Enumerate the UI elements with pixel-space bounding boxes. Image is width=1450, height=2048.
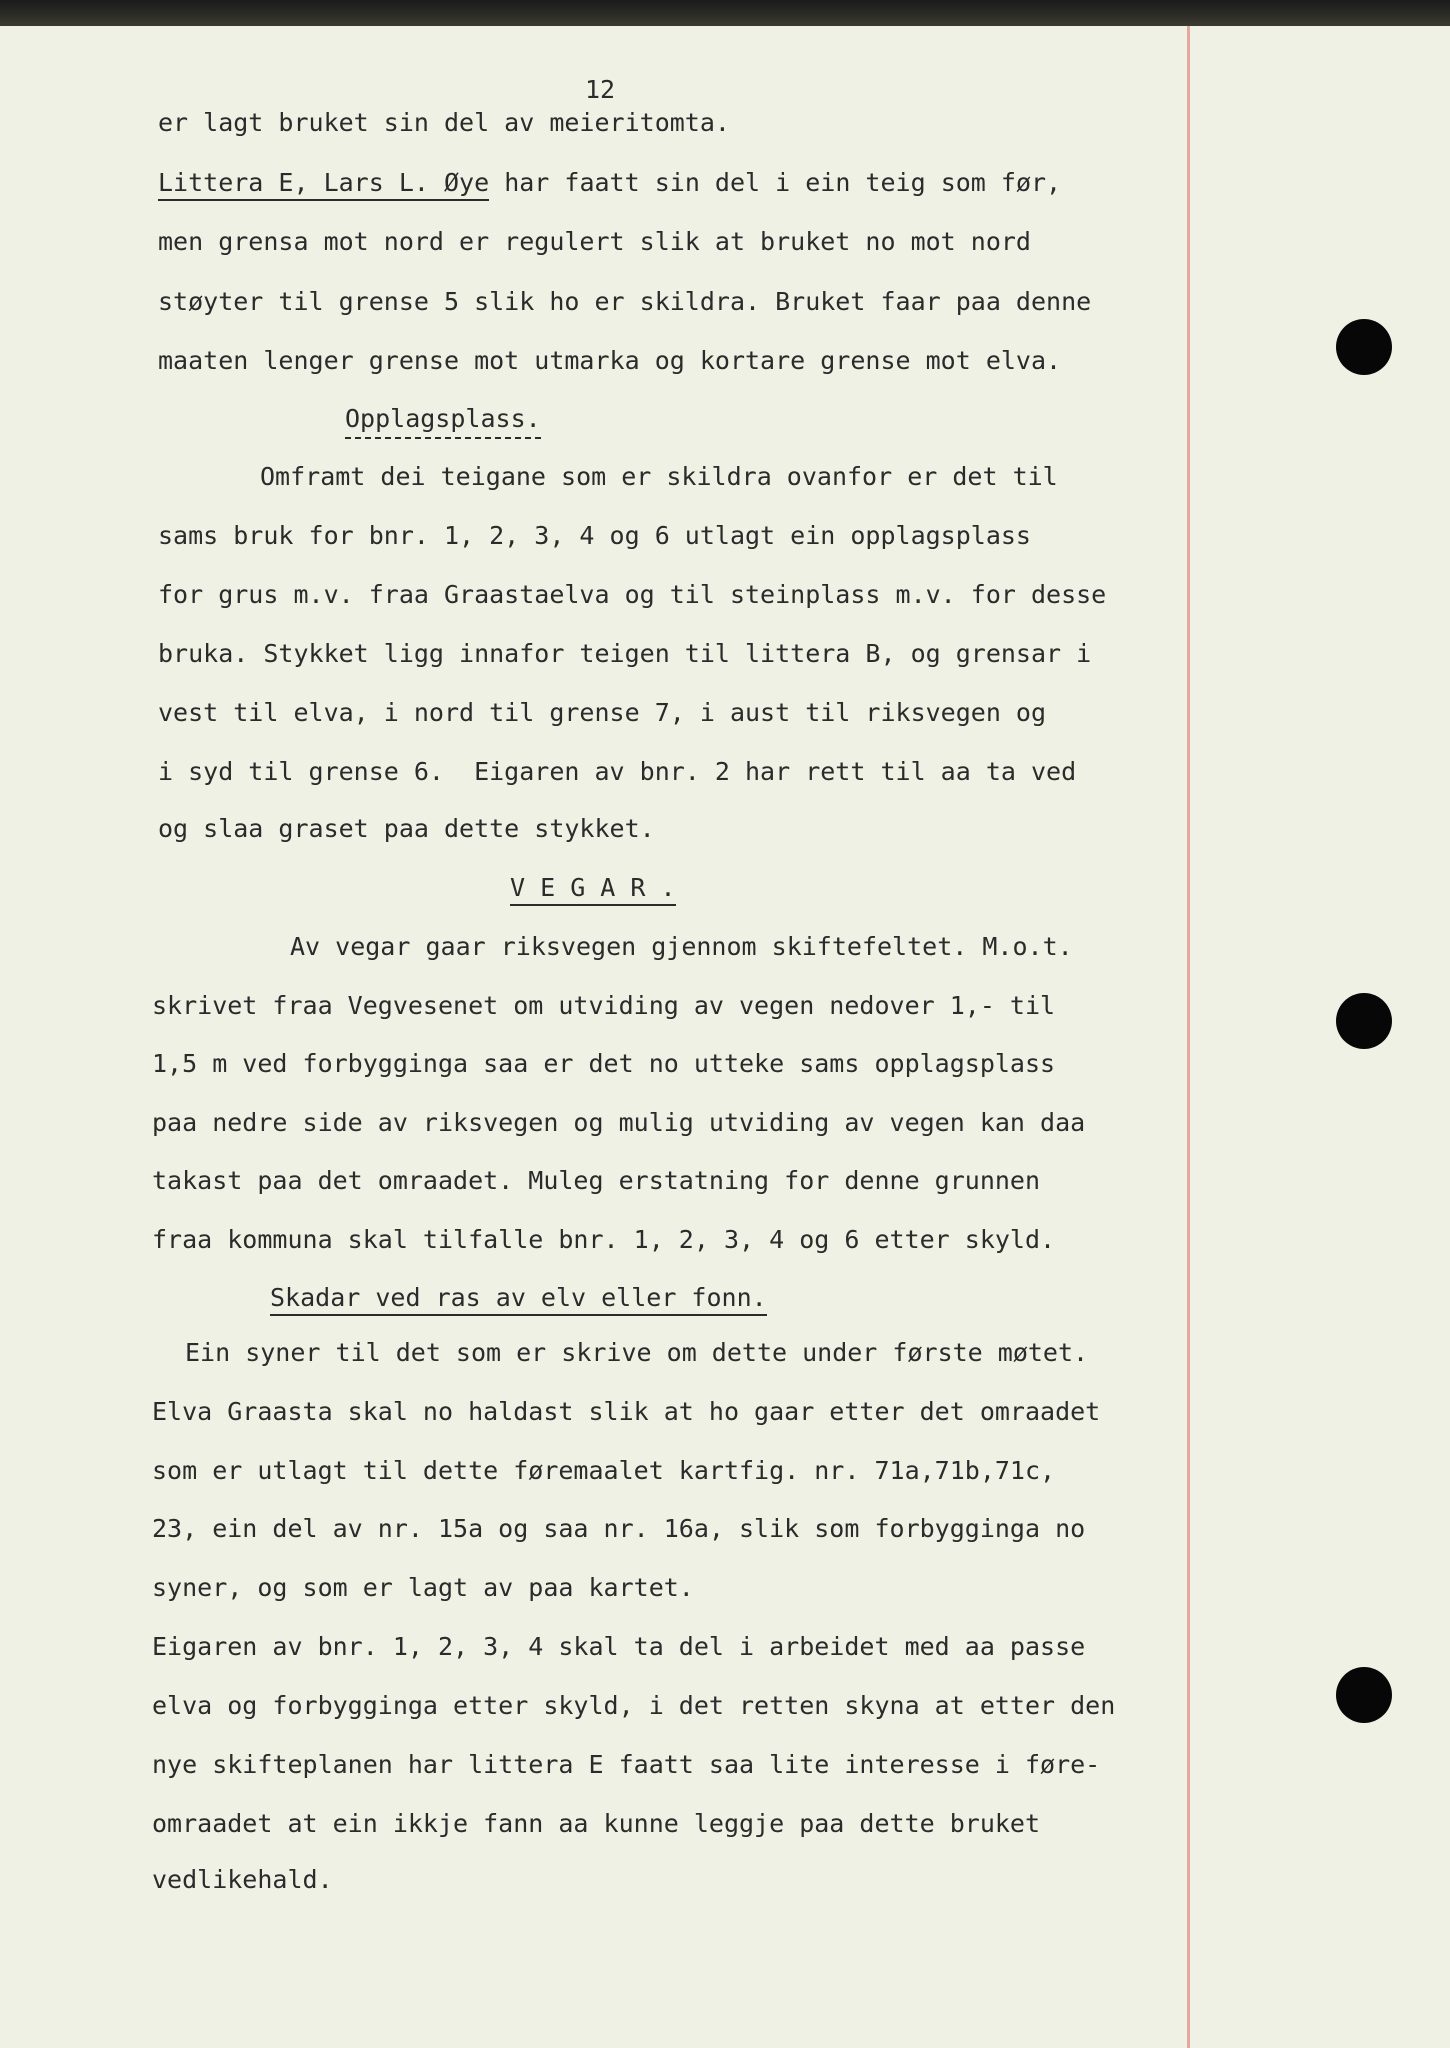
punch-hole [1336, 993, 1392, 1049]
page-number: 12 [585, 75, 616, 104]
scan-top-edge [0, 0, 1450, 26]
text-line: 23, ein del av nr. 15a og saa nr. 16a, slik som forbygginga no [152, 1514, 1086, 1543]
text-line: bruka. Stykket ligg innafor teigen til littera B, og grensar i [158, 639, 1092, 668]
text-line: paa nedre side av riksvegen og mulig utviding av vegen kan daa [152, 1108, 1086, 1137]
text-line: og slaa graset paa dette stykket. [158, 814, 655, 843]
text-line: er lagt bruket sin del av meieritomta. [158, 108, 730, 137]
heading-skadar: Skadar ved ras av elv eller fonn. [270, 1285, 767, 1310]
text-line: syner, og som er lagt av paa kartet. [152, 1573, 694, 1602]
heading-vegar: V E G A R . [510, 875, 676, 900]
text-line: Eigaren av bnr. 1, 2, 3, 4 skal ta del i arbeidet med aa passe [152, 1632, 1086, 1661]
text-line: omraadet at ein ikkje fann aa kunne leggje paa dette bruket [152, 1809, 1041, 1838]
text-line: takast paa det omraadet. Muleg erstatning for denne grunnen [152, 1166, 1041, 1195]
text-line: Omframt dei teigane som er skildra ovanfor er det til [260, 462, 1058, 491]
text-line: nye skifteplanen har littera E faatt saa lite interesse i føre- [152, 1750, 1101, 1779]
text-line: som er utlagt til dette føremaalet kartfig. nr. 71a,71b,71c, [152, 1456, 1056, 1485]
text-line: Elva Graasta skal no haldast slik at ho gaar etter det omraadet [152, 1397, 1101, 1426]
text-line: Av vegar gaar riksvegen gjennom skiftefeltet. M.o.t. [290, 932, 1073, 961]
margin-rule [1187, 26, 1190, 2048]
text-line: skrivet fraa Vegvesenet om utviding av vegen nedover 1,- til [152, 991, 1056, 1020]
punch-hole [1336, 319, 1392, 375]
document-page [0, 26, 1450, 2048]
text-line: sams bruk for bnr. 1, 2, 3, 4 og 6 utlagt ein opplagsplass [158, 521, 1031, 550]
text-line: elva og forbygginga etter skyld, i det retten skyna at etter den [152, 1691, 1116, 1720]
heading-opplagsplass: Opplagsplass. [345, 406, 541, 431]
underlined-lead: Littera E, Lars L. Øye [158, 168, 489, 201]
text-line: i syd til grense 6. Eigaren av bnr. 2 har rett til aa ta ved [158, 757, 1077, 786]
punch-hole [1336, 1667, 1392, 1723]
text-line: Ein syner til det som er skrive om dette under første møtet. [185, 1338, 1089, 1367]
text-line: men grensa mot nord er regulert slik at bruket no mot nord [158, 227, 1031, 256]
text-line: vedlikehald. [152, 1865, 333, 1894]
text-line: 1,5 m ved forbygginga saa er det no utteke sams opplagsplass [152, 1049, 1056, 1078]
text-line: har faatt sin del i ein teig som før, [504, 168, 1062, 197]
text-line: maaten lenger grense mot utmarka og kortare grense mot elva. [158, 346, 1062, 375]
text-line-with-lead [158, 170, 1061, 195]
text-line: vest til elva, i nord til grense 7, i aust til riksvegen og [158, 698, 1047, 727]
text-line: fraa kommuna skal tilfalle bnr. 1, 2, 3, 4 og 6 etter skyld. [152, 1225, 1056, 1254]
text-line: for grus m.v. fraa Graastaelva og til steinplass m.v. for desse [158, 580, 1107, 609]
text-line: støyter til grense 5 slik ho er skildra. Bruket faar paa denne [158, 287, 1092, 316]
